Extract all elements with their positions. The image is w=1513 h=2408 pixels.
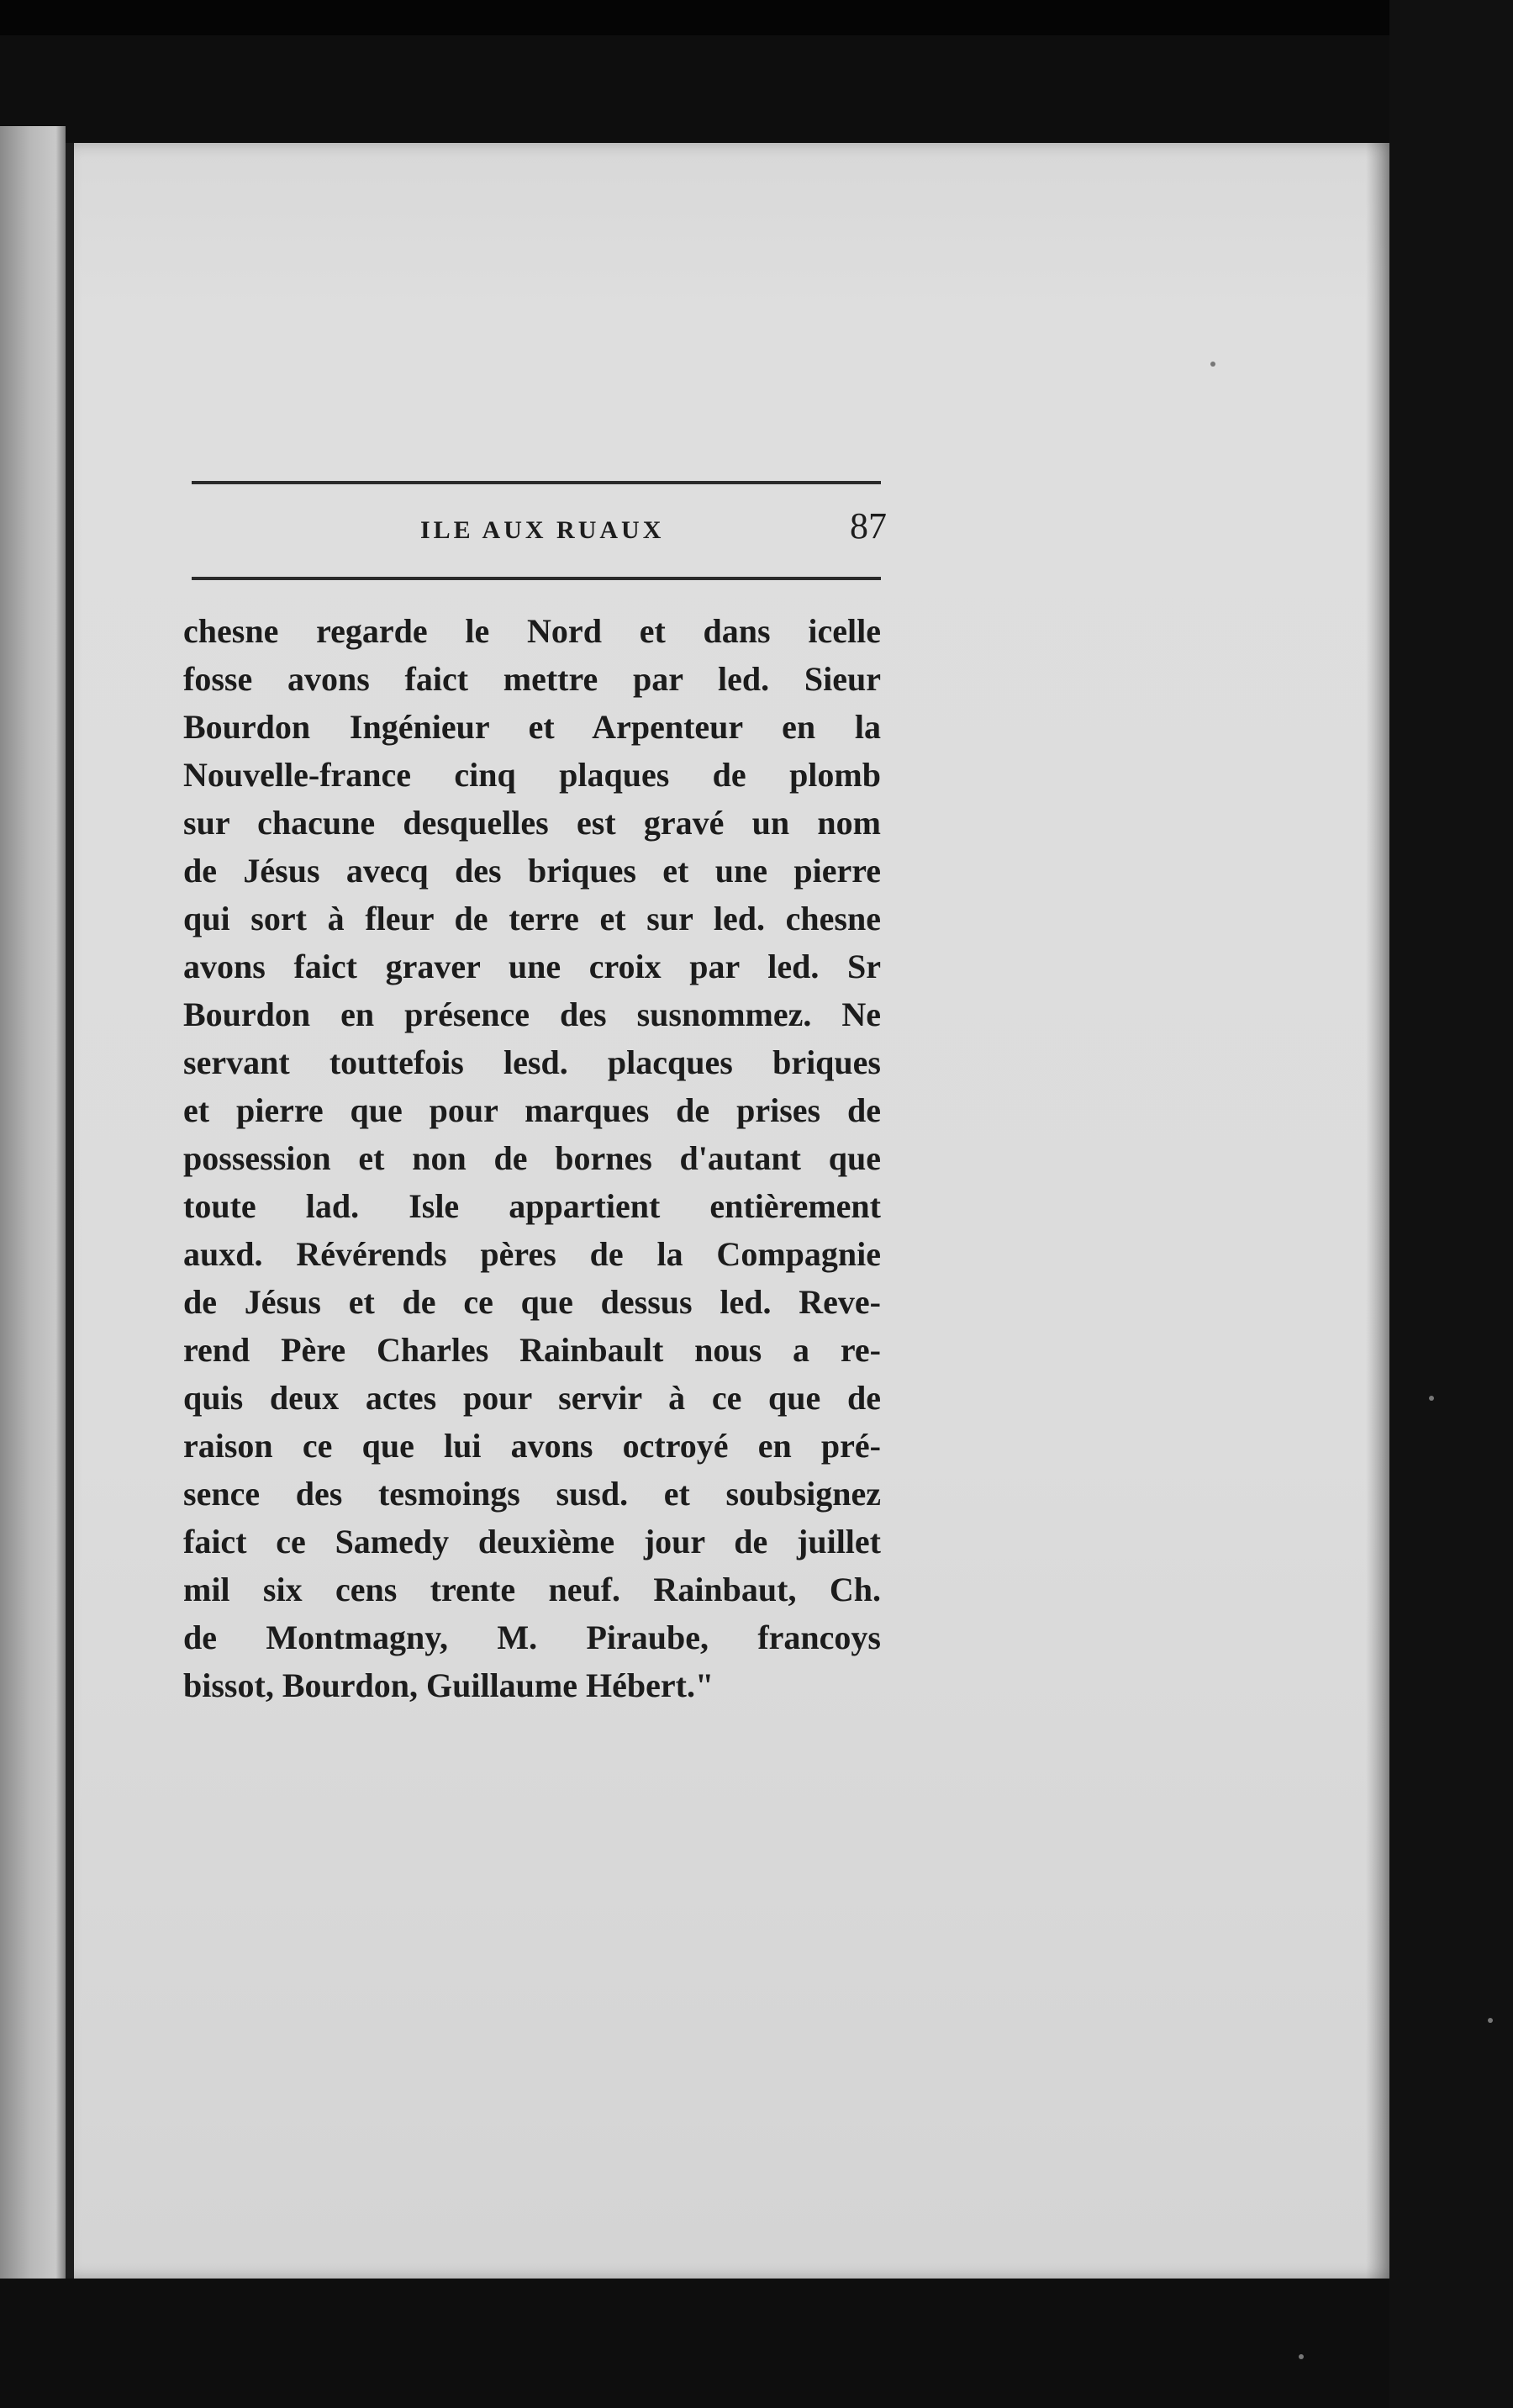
header-rule-bottom (192, 577, 881, 580)
text-line: auxd. Révérends pères de la Compagnie (183, 1235, 881, 1273)
text-line: servant touttefois lesd. placques briques (183, 1043, 881, 1081)
running-head (192, 496, 894, 563)
text-line: qui sort à fleur de terre et sur led. chesne (183, 900, 881, 937)
text-line: fosse avons faict mettre par led. Sieur (183, 660, 881, 698)
text-line: quis deux actes pour servir à ce que de (183, 1379, 881, 1417)
page-edge-shadow (1366, 143, 1391, 2279)
scan-speck (1299, 2354, 1304, 2359)
text-line: sur chacune desquelles est gravé un nom (183, 804, 881, 842)
scan-top-border (0, 0, 1513, 35)
header-rule-top (192, 481, 881, 484)
text-line: avons faict graver une croix par led. Sr (183, 948, 881, 985)
text-line: de Jésus et de ce que dessus led. Reve- (183, 1283, 881, 1321)
text-line: de Montmagny, M. Piraube, francoys (183, 1619, 881, 1656)
text-line: bissot, Bourdon, Guillaume Hébert." (183, 1666, 714, 1704)
scan-right-border (1389, 0, 1513, 2408)
text-line: faict ce Samedy deuxième jour de juillet (183, 1523, 881, 1560)
facing-page-edge (0, 126, 66, 2279)
text-line: raison ce que lui avons octroyé en pré- (183, 1427, 881, 1465)
text-line: chesne regarde le Nord et dans icelle (183, 612, 881, 650)
scan-speck (1210, 362, 1215, 367)
text-line: possession et non de bornes d'autant que (183, 1139, 881, 1177)
page-gutter-line (66, 143, 74, 2279)
text-line: mil six cens trente neuf. Rainbaut, Ch. (183, 1571, 881, 1608)
body-text (183, 607, 881, 1709)
text-line: sence des tesmoings susd. et soubsignez (183, 1475, 881, 1513)
text-line: Bourdon Ingénieur et Arpenteur en la (183, 708, 881, 746)
page-number: 87 (850, 505, 887, 547)
scan-speck (1488, 2018, 1493, 2023)
text-line: rend Père Charles Rainbault nous a re- (183, 1331, 881, 1369)
text-line: toute lad. Isle appartient entièrement (183, 1187, 881, 1225)
running-title: ILE AUX RUAUX (420, 516, 665, 544)
scan-speck (1429, 1396, 1434, 1401)
text-line: Nouvelle-france cinq plaques de plomb (183, 756, 881, 794)
text-line: de Jésus avecq des briques et une pierre (183, 852, 881, 890)
text-line: et pierre que pour marques de prises de (183, 1091, 881, 1129)
text-line: Bourdon en présence des susnommez. Ne (183, 995, 881, 1033)
